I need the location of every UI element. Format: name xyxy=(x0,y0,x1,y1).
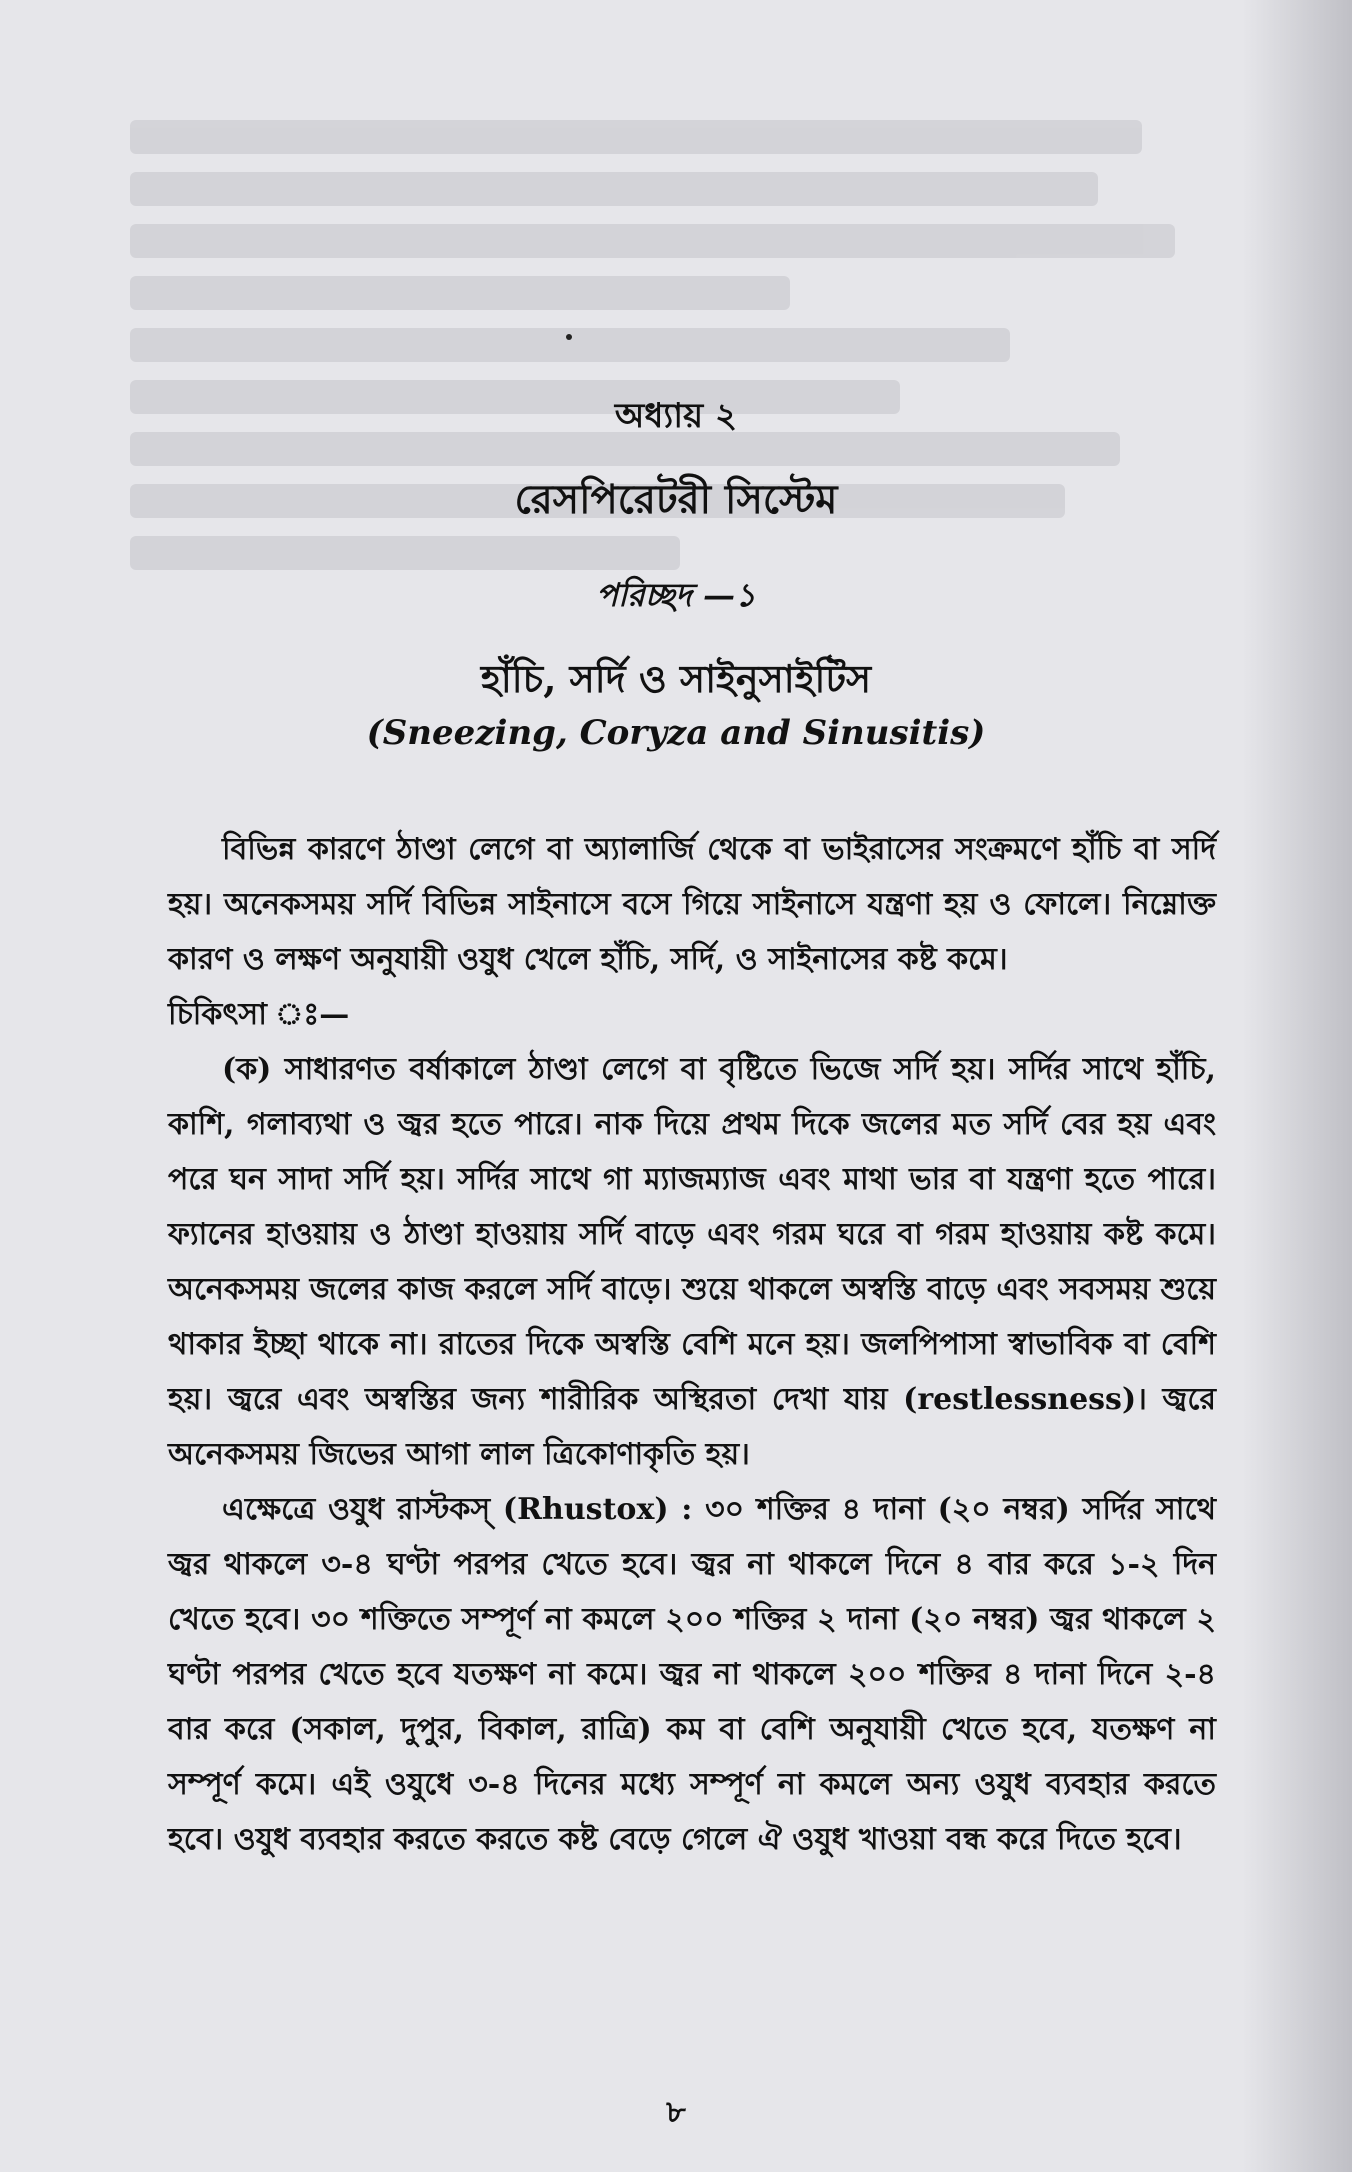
topic-title-english: (Sneezing, Coryza and Sinusitis) xyxy=(366,713,986,753)
section-heading: পরিচ্ছদ —১ xyxy=(596,576,756,614)
paragraph-ka: (ক) সাধারণত বর্ষাকালে ঠাণ্ডা লেগে বা বৃষ্টিতে ভিজে সর্দি হয়। সর্দির সাথে হাঁচি, কাশি, গলাব্যথা ও জ্বর হতে পারে। নাক দিয়ে প্রথম দিকে জলের মত সর্দি বের হয় এবং পরে ঘন সাদা সর্দি হয়। সর্দির সাথে গা ম্যাজম্যাজ এবং মাথা ভার বা যন্ত্রণা হতে পারে। ফ্যানের হাওয়ায় ও ঠাণ্ডা হাওয়ায় সর্দি বাড়ে এবং গরম ঘরে বা গরম হাওয়ায় কষ্ট কমে। অনেকসময় জলের কাজ করলে সর্দি বাড়ে। শুয়ে থাকলে অস্বস্তি বাড়ে এবং সবসময় শুয়ে থাকার ইচ্ছা থাকে না। রাতের দিকে অস্বস্তি বেশি মনে হয়। জলপিপাসা স্বাভাবিক বা বেশি হয়। জ্বরে এবং অস্বস্তির জন্য শারীরিক অস্থিরতা দেখা যায় (restlessness)। জ্বরে অনেকসময় জিভের আগা লাল ত্রিকোণাকৃতি হয়। xyxy=(168,1052,1216,1472)
ink-dot xyxy=(566,334,572,340)
body-text xyxy=(168,822,1216,1867)
chapter-title: রেসপিরেটরী সিস্টেম xyxy=(514,476,838,523)
topic-title: হাঁচি, সর্দি ও সাইনুসাইটিস xyxy=(480,656,872,701)
treatment-heading: চিকিৎসা ঃ— xyxy=(168,997,350,1032)
intro-paragraph: বিভিন্ন কারণে ঠাণ্ডা লেগে বা অ্যালার্জি থেকে বা ভাইরাসের সংক্রমণে হাঁচি বা সর্দি হয়। অনেকসময় সর্দি বিভিন্ন সাইনাসে বসে গিয়ে সাইনাসে যন্ত্রণা হয় ও ফোলে। নিম্নোক্ত কারণ ও লক্ষণ অনুযায়ী ওযুধ খেলে হাঁচি, সর্দি, ও সাইনাসের কষ্ট কমে। xyxy=(168,832,1216,977)
medicine-paragraph: এক্ষেত্রে ওযুধ রাস্টকস্ (Rhustox) : ৩০ শক্তির ৪ দানা (২০ নম্বর) সর্দির সাথে জ্বর থাকলে ৩-৪ ঘণ্টা পরপর খেতে হবে। জ্বর না থাকলে দিনে ৪ বার করে ১-২ দিন খেতে হবে। ৩০ শক্তিতে সম্পূর্ণ না কমলে ২০০ শক্তির ২ দানা (২০ নম্বর) জ্বর থাকলে ২ ঘণ্টা পরপর খেতে হবে যতক্ষণ না কমে। জ্বর না থাকলে ২০০ শক্তির ৪ দানা দিনে ২-৪ বার করে (সকাল, দুপুর, বিকাল, রাত্রি) কম বা বেশি অনুযায়ী খেতে হবে, যতক্ষণ না সম্পূর্ণ কমে। এই ওযুধে ৩-৪ দিনের মধ্যে সম্পূর্ণ না কমলে অন্য ওযুধ ব্যবহার করতে হবে। ওযুধ ব্যবহার করতে করতে কষ্ট বেড়ে গেলে ঐ ওযুধ খাওয়া বন্ধ করে দিতে হবে। xyxy=(168,1492,1216,1857)
page-number: ৮ xyxy=(666,2095,686,2130)
chapter-heading: অধ্যায় ২ xyxy=(614,396,738,436)
